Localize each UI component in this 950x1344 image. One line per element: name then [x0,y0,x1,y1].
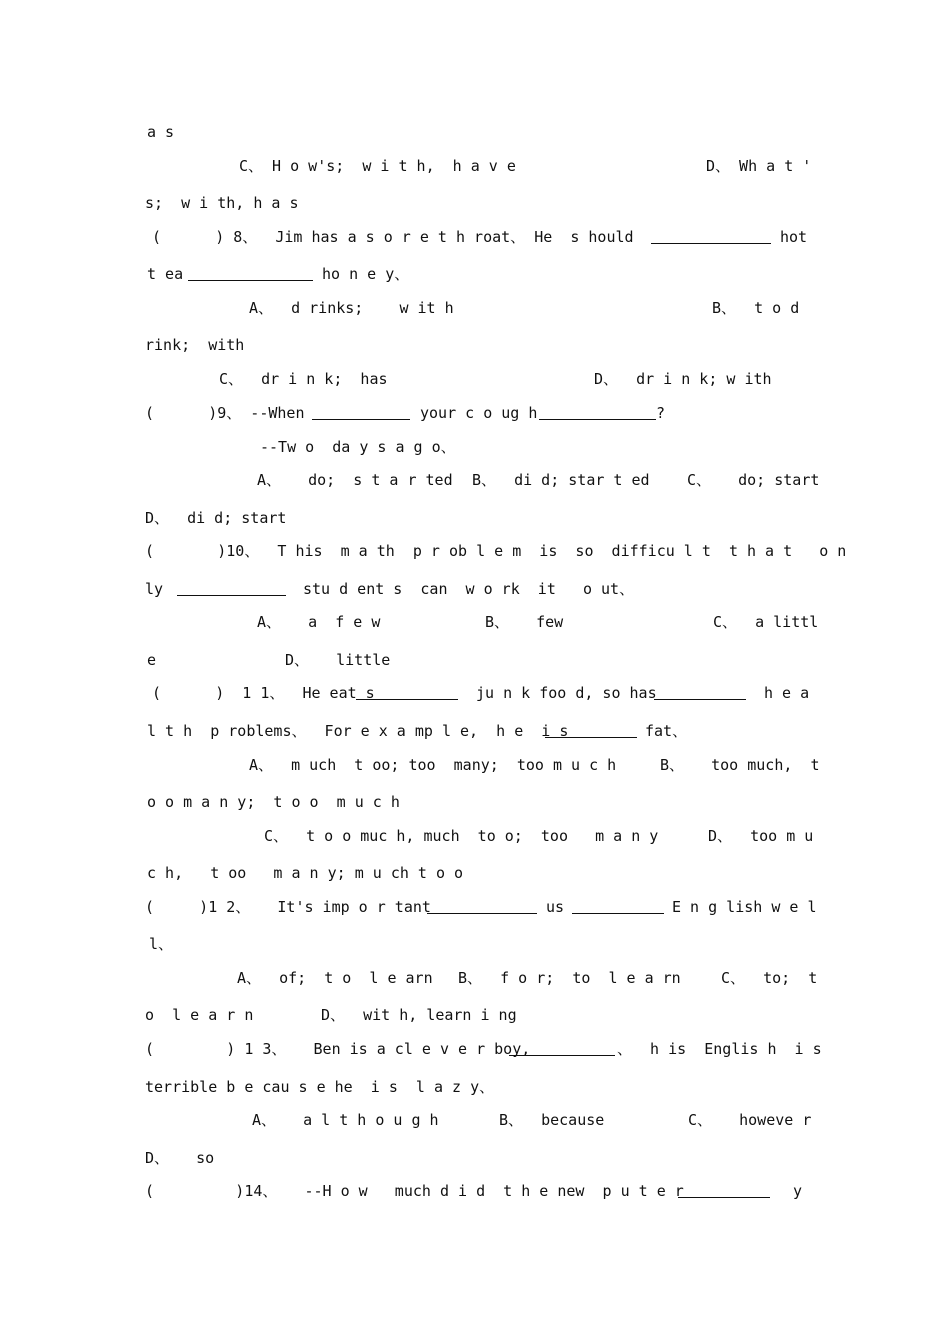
option-c: C、 howeve r [688,1111,812,1129]
answer-blank[interactable] [356,685,458,700]
text-line: ho n e y、 [322,265,410,283]
option-b: B、 t o d [712,299,800,317]
answer-blank[interactable] [509,1041,615,1056]
text-line: o l e a r n [145,1006,254,1024]
text-line: ju n k foo d, so has [476,684,657,702]
answer-blank[interactable] [427,899,537,914]
text-line: ly [145,580,164,598]
question-8: ( ) 8、 Jim has a s o r e t h roat、 He s hould [152,228,634,246]
option-a: A、 a f e w [257,613,381,631]
option-c: C、 do; start [687,471,820,489]
text-line: o o m a n y; t o o m u c h [147,793,400,811]
text-line: h e a [764,684,810,702]
question-14: ( )14、 --H o w much d i d t h e new p u t e r [145,1182,684,1200]
option-c: C、 t o o muc h, much to o; too m a n y [264,827,659,845]
option-d: D、 too m u [708,827,814,845]
text-line: 、 h is Englis h i s [617,1040,822,1058]
text-line: E n g lish w e l [672,898,817,916]
text-line: your c o ug h [420,404,538,422]
text-line: --Tw o da y s a g o、 [260,438,456,456]
text-line: ? [656,404,666,422]
option-b: B、 because [499,1111,605,1129]
option-b: B、 f o r; to l e a rn [458,969,681,987]
option-c: C、 dr i n k; has [219,370,388,388]
option-c: C、 a littl [713,613,819,631]
option-a: A、 d rinks; w it h [249,299,454,317]
answer-blank[interactable] [188,266,313,281]
text-line: l t h p roblems、 For e x a mp l e, h e i s [147,722,569,740]
option-d: D、 so [145,1149,215,1167]
option-b: B、 few [485,613,564,631]
answer-blank[interactable] [312,405,410,420]
text-line: c h, t oo m a n y; m u ch t o o [147,864,464,882]
question-9: ( )9、 --When [145,404,305,422]
text-line: hot [780,228,808,246]
answer-blank[interactable] [654,685,746,700]
question-11: ( ) 1 1、 He eat s [152,684,375,702]
answer-blank[interactable] [545,723,637,738]
text-line: stu d ent s can w o rk it o ut、 [303,580,635,598]
answer-blank[interactable] [651,229,771,244]
text-line: e [147,651,157,669]
option-a: A、 a l t h o u g h [252,1111,439,1129]
text-line: a s [147,123,175,141]
answer-blank[interactable] [539,405,656,420]
text-line: rink; with [145,336,245,354]
option-c: C、 H o w's; w i t h, h a v e [239,157,516,175]
option-a: A、 of; t o l e arn [237,969,433,987]
option-a: A、 m uch t oo; too many; too m u c h [249,756,617,774]
option-d: D、 Wh a t ' [706,157,812,175]
text-line: t ea [147,265,184,283]
option-d: D、 wit h, learn i ng [321,1006,517,1024]
question-12: ( )1 2、 It's imp o r tant [145,898,431,916]
option-d: D、 di d; start [145,509,287,527]
text-line: fat、 [645,722,688,740]
option-d: D、 dr i n k; w ith [594,370,772,388]
option-c: C、 to; t [721,969,818,987]
option-d: D、 little [285,651,391,669]
text-line: us [546,898,565,916]
answer-blank[interactable] [678,1183,770,1198]
text-line: terrible b e cau s e he i s l a z y、 [145,1078,495,1096]
question-10: ( )10、 T his m a th p r ob l e m is so difficu l t t h a t o n [145,542,847,560]
text-line: s; w i th, h a s [145,194,299,212]
option-a: A、 do; s t a r ted [257,471,453,489]
answer-blank[interactable] [177,581,286,596]
text-line: y [793,1182,803,1200]
option-b: B、 too much, t [660,756,820,774]
question-13: ( ) 1 3、 Ben is a cl e v e r boy, [145,1040,531,1058]
answer-blank[interactable] [572,899,664,914]
text-line: l、 [149,935,174,953]
option-b: B、 di d; star t ed [472,471,650,489]
